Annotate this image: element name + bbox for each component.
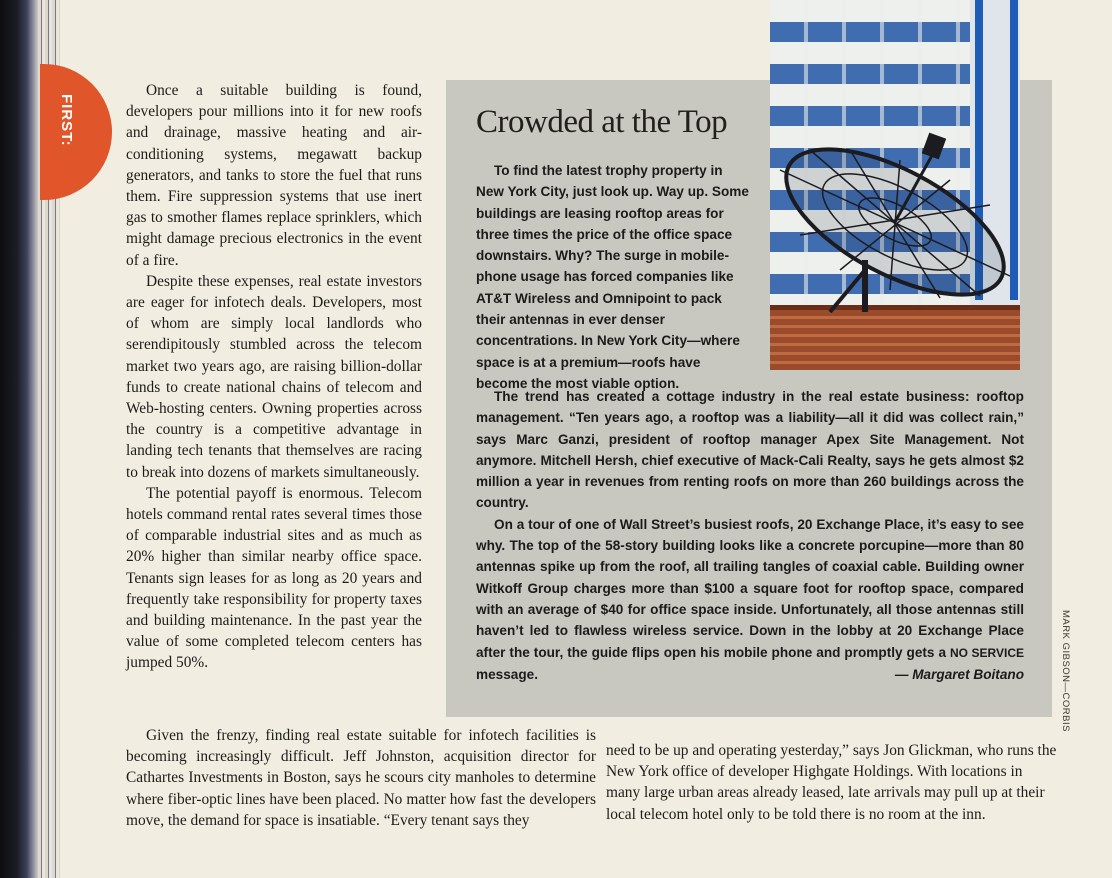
article-paragraph: Despite these expenses, real estate investors are eager for infotech deals. Developers, most of whom are simply local landlords who serendipitously stumbled across the telecom market two years ago, are raising billion-dollar funds to create national chains of telecom and Web-hosting centers. Owning properties across the country is a competitive advantage in landing tech tenants that themselves are racing to break into dozens of markets simultaneously. <box>126 272 422 481</box>
sidebar-paragraph <box>476 514 1024 685</box>
sidebar-title: Crowded at the Top <box>476 104 728 140</box>
section-tab <box>40 64 112 200</box>
sidebar-body <box>476 386 1024 685</box>
rooftop-satellite-photo <box>770 0 1020 370</box>
sidebar-paragraph: The trend has created a cottage industry in the real estate business: rooftop management. “Ten years ago, a rooftop was a liability—all it did was collect rain,” says Marc Ganzi, president of rooftop manager Apex Site Management. Not anymore. Mitchell Hersh, chief executive of Mack-Cali Realty, says he gets almost $2 million a year in revenues from renting roofs on more than 260 buildings across the country. <box>476 389 1024 511</box>
section-tab-label: FIRST: <box>58 94 75 147</box>
article-column-1 <box>126 80 422 674</box>
article-paragraph: Given the frenzy, finding real estate suitable for infotech facilities is becoming increasingly difficult. Jeff Johnston, acquisition director for Cathartes Investments in Boston, says he scours city manholes to determine where fiber-optic lines have been placed. No matter how fast the developers move, the demand for space is insatiable. “Every tenant says they <box>126 727 596 829</box>
photo-credit: MARK GIBSON—CORBIS <box>1060 610 1071 732</box>
sidebar-text: message. <box>476 666 538 682</box>
author-byline: — Margaret Boitano <box>894 666 1024 682</box>
sidebar-paragraph: To find the latest trophy property in New York City, just look up. Way up. Some buildings are leasing rooftop areas for three times the price of the office space downstairs. Why? The surge in mobile-phone usage has forced companies like AT&T Wireless and Omnipoint to pack their antennas in ever denser concentrations. In New York City—where space is at a premium—roofs have become the most viable option. <box>476 163 749 391</box>
article-bottom-left <box>126 725 596 831</box>
article-paragraph: need to be up and operating yesterday,” says Jon Glickman, who runs the New York office of developer Highgate Holdings. With locations in many large urban areas already leased, late arrivals may pull up at their local telecom hotel only to be told there is no room at the inn. <box>606 742 1057 823</box>
article-paragraph: The potential payoff is enormous. Telecom hotels command rental rates several times those of comparable industrial sites and as much as 20% higher than similar nearby office space. Tenants sign leases for as long as 20 years and frequently take responsibility for property taxes and building maintenance. In the past year the value of some completed telecom centers has jumped 50%. <box>126 484 422 672</box>
sidebar-text: On a tour of one of Wall Street’s busiest roofs, 20 Exchange Place, it’s easy to see why. The top of the 58-story building looks like a concrete porcupine—more than 80 antennas spike up from the roof, all trailing tangles of coaxial cable. Building owner Witkoff Group charges more than $100 a square foot for rooftop space, compared with an average of $40 for office space inside. Unfortunately, all those antennas still haven’t led to flawless wireless service. Down in the lobby at 20 Exchange Place after the tour, the guide flips open his mobile phone and promptly gets a <box>476 516 1024 660</box>
page-binding <box>0 0 38 878</box>
article-paragraph: Once a suitable building is found, developers pour millions into it for new roofs and drainage, massive heating and air-conditioning systems, megawatt backup generators, and tanks to store the fuel that runs them. Fire suppression systems that use inert gas to smother flames replace sprinklers, which might damage precious electronics in the event of a fire. <box>126 82 422 269</box>
no-service-label: NO SERVICE <box>950 645 1024 660</box>
article-bottom-right <box>606 740 1058 825</box>
satellite-dish-icon <box>770 0 1020 370</box>
sidebar-intro <box>476 160 754 394</box>
